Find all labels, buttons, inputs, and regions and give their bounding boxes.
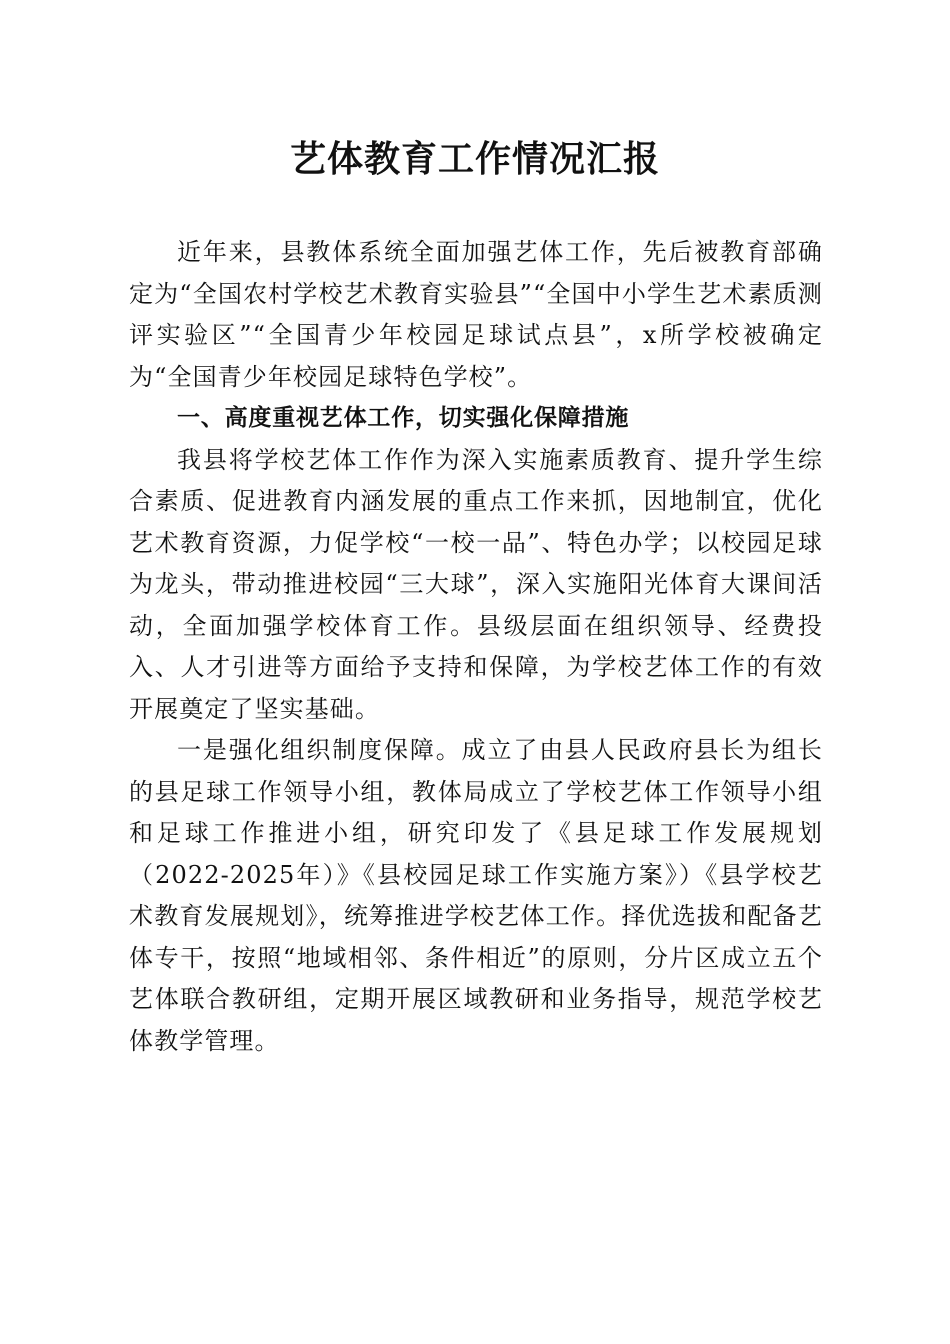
section1-paragraph-1: 我县将学校艺体工作作为深入实施素质教育、提升学生综合素质、促进教育内涵发展的重点工作来抓，因地制宜，优化艺术教育资源，力促学校“一校一品”、特色办学；以校园足球为龙头，带动推进校园“三大球”，深入实施阳光体育大课间活动，全面加强学校体育工作。县级层面在组织领导、经费投入、人才引进等方面给予支持和保障，为学校艺体工作的有效开展奠定了坚实基础。 bbox=[129, 445, 823, 723]
document-body bbox=[129, 232, 823, 1062]
paragraph-body-text: 成立了由县人民政府县长为组长的县足球工作领导小组，教体局成立了学校艺体工作领导小组和足球工作推进小组，研究印发了《县足球工作发展规划（2022-2025年）》《县校园足球工作实施方案》）《县学校艺术教育发展规划》，统筹推进学校艺体工作。择优选拔和配备艺体专干，按照“地域相邻、条件相近”的原则，分片区成立五个艺体联合教研组，定期开展区域教研和业务指导，规范学校艺体教学管理。 bbox=[129, 736, 823, 1055]
section-heading-1: 一、高度重视艺体工作，切实强化保障措施 bbox=[177, 405, 630, 431]
document-title: 艺体教育工作情况汇报 bbox=[289, 138, 660, 180]
intro-paragraph: 近年来，县教体系统全面加强艺体工作，先后被教育部确定为“全国农村学校艺术教育实验县”“全国中小学生艺术素质测评实验区”“全国青少年校园足球试点县”，x所学校被确定为“全国青少年校园足球特色学校”。 bbox=[129, 238, 823, 391]
paragraph-lead-phrase: 一是强化组织制度保障。 bbox=[177, 736, 462, 764]
section1-paragraph-2 bbox=[129, 730, 823, 1062]
